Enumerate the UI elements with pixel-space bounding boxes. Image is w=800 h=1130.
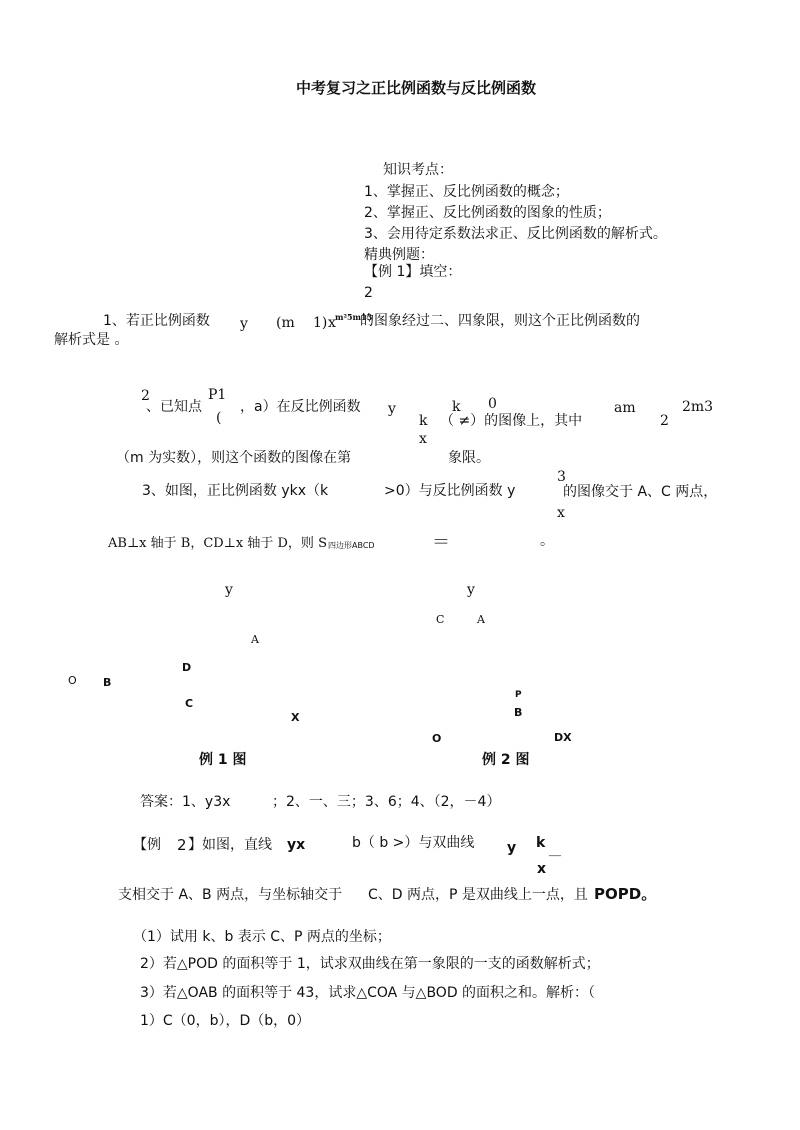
q3-x: x	[557, 505, 565, 521]
fig2-o-label: O	[432, 732, 442, 745]
answer-part1: 答案：1、y3x	[140, 794, 231, 810]
knowledge-heading: 知识考点：	[383, 162, 453, 178]
q3-three: 3	[557, 469, 566, 485]
fig2-y-label: y	[467, 582, 475, 598]
q3-suffix: 的图像交于 A、C 两点，	[563, 484, 718, 500]
ex2-item: 3）若△OAB 的面积等于 43，试求△COA 与△BOD 的面积之和。解析：（	[140, 985, 596, 1001]
fig2-c-label: C	[436, 613, 445, 626]
example1-heading: 【例 1】填空：	[364, 264, 462, 280]
knowledge-item: 2、掌握正、反比例函数的图象的性质；	[364, 205, 611, 221]
ex2-heading: 【例	[133, 837, 161, 853]
knowledge-item: 1、掌握正、反比例函数的概念；	[364, 184, 569, 200]
q2-y: y	[388, 401, 396, 417]
ex2-yx: yx	[287, 837, 306, 853]
ex2-line2b: C、D 两点，P 是双曲线上一点，且	[368, 887, 588, 903]
q2-mid: ，a）在反比例函数	[240, 399, 361, 415]
fig1-b-label: B	[103, 676, 112, 689]
fig1-a-label: A	[251, 633, 259, 646]
q1-x: x	[328, 315, 336, 331]
q2-k: k	[419, 413, 428, 429]
q1-suffix: 的图象经过二、四象限，则这个正比例函数的	[360, 313, 640, 329]
fig1-caption: 例 1 图	[199, 752, 247, 768]
q2-am: am	[614, 400, 636, 416]
fig1-c-label: C	[185, 697, 194, 710]
q3-subscript: 四边形ABCD	[328, 541, 375, 550]
fig1-d-label: D	[182, 661, 192, 674]
knowledge-item: 3、会用待定系数法求正、反比例函数的解析式。	[364, 226, 667, 242]
q3-end: 。	[540, 533, 554, 549]
fig2-b-label: B	[514, 706, 523, 719]
q3-prefix: 3、如图，正比例函数 ykx（k	[142, 483, 329, 499]
q2-two: 2	[660, 413, 669, 429]
q1-m: (m	[276, 315, 295, 331]
ex2-tiny: ___	[549, 847, 561, 856]
q3-gt: >0）与反比例函数 y	[384, 483, 516, 499]
fig1-o-label: O	[68, 674, 77, 687]
fig1-y-label: y	[225, 582, 233, 598]
ex2-b: b（ b >）与双曲线	[352, 835, 475, 851]
ex2-item: （1）试用 k、b 表示 C、P 两点的坐标；	[133, 929, 391, 945]
q2-num: 2	[141, 388, 150, 404]
q2-condition: （ ≠）的图像上，其中	[440, 413, 583, 429]
q3-line2: AB⊥x 轴于 B，CD⊥x 轴于 D，则 S	[108, 536, 327, 551]
q2-x: x	[419, 431, 427, 447]
ex2-line2: 支相交于 A、B 两点，与坐标轴交于	[118, 887, 343, 903]
ex2-num: 2	[177, 836, 187, 854]
q2-line2b: 象限。	[448, 450, 490, 466]
fig2-a-label: A	[477, 613, 485, 626]
q2-k2: k	[452, 399, 461, 415]
ex2-popd: POPD。	[594, 885, 657, 903]
q1-one: 1)	[313, 315, 328, 331]
fig2-dx-label: DX	[554, 731, 572, 744]
examples-heading: 精典例题：	[364, 247, 434, 263]
q2-zero: 0	[488, 396, 497, 412]
ex2-item: 1）C（0，b），D（b，0）	[140, 1013, 311, 1029]
q1-prefix: 1、若正比例函数	[103, 313, 210, 329]
q2-line2a: （m 为实数），则这个函数的图像在第	[116, 450, 352, 466]
q1-line2: 解析式是 。	[54, 332, 129, 348]
fig1-x-label: X	[291, 711, 300, 724]
page-title: 中考复习之正比例函数与反比例函数	[296, 79, 537, 97]
ex2-y: y	[507, 840, 517, 856]
q2-prefix: 、已知点	[146, 399, 202, 415]
q2-paren: (	[216, 410, 222, 426]
q3-equals: ＝	[432, 532, 450, 553]
answer-part2: ；2、一、三；3、6；4、（2，－4）	[272, 794, 501, 810]
ex2-x: x	[537, 861, 547, 877]
q2-m3: 2m3	[682, 399, 714, 415]
q1-y: y	[240, 316, 248, 332]
stray-digit: 2	[364, 285, 373, 301]
ex2-item: 2）若△POD 的面积等于 1，试求双曲线在第一象限的一支的函数解析式；	[140, 956, 600, 972]
ex2-k: k	[536, 835, 546, 851]
q1-exponent: m²5m13	[335, 312, 373, 322]
q2-p1: P1	[208, 387, 227, 403]
ex2-bracket: 】如图，直线	[188, 837, 272, 853]
fig2-p-label: P	[515, 690, 522, 700]
fig2-caption: 例 2 图	[482, 752, 530, 768]
